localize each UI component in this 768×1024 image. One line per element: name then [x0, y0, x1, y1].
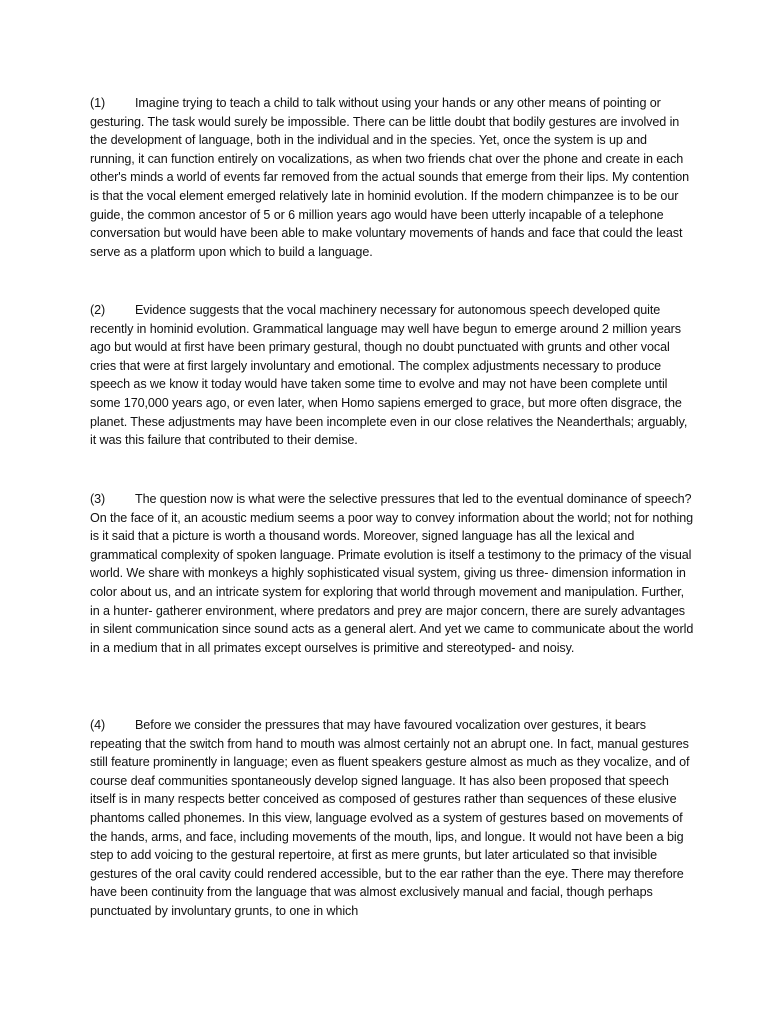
paragraph-text: The question now is what were the selective pressures that led to the eventual dominance of speech? On the face of it, an acoustic medium seems a poor way to convey information about the world; not for nothing is it said that a picture is worth a thousand words. Moreover, signed language has all the lexical and grammatical complexity of spoken language. Primate evolution is itself a testimony to the primacy of the visual world. We share with monkeys a highly sophisticated visual system, giving us three- dimension information in color about us, and an intricate system for exploring that world through movement and manipulation. Further, in a hunter- gatherer environment, where predators and prey are major concern, there are surely advantages in silent communication since sound acts as a general alert. And yet we came to communicate about the world in a medium that in all primates except ourselves is primitive and stereotyped- and noisy.: [90, 492, 694, 655]
paragraph-2: [90, 301, 695, 450]
paragraph-number: (4): [90, 718, 106, 732]
paragraph-number: (2): [90, 303, 106, 317]
paragraph-1: [90, 94, 695, 261]
paragraph-text: Evidence suggests that the vocal machinery necessary for autonomous speech developed quite recently in hominid evolution. Grammatical language may well have begun to emerge around 2 million years ago but would at first have been primary gestural, though no doubt punctuated with grunts and other vocal cries that were at first largely involuntary and emotional. The complex adjustments necessary to produce speech as we know it today would have taken some time to evolve and may not have been complete until some 170,000 years ago, or even later, when Homo sapiens emerged to grace, but more often disgrace, the planet. These adjustments may have been incomplete even in our close relatives the Neanderthals; arguably, it was this failure that contributed to their demise.: [90, 303, 688, 448]
paragraph-number: (3): [90, 492, 106, 506]
paragraph-text: Before we consider the pressures that may have favoured vocalization over gestures, it bears repeating that the switch from hand to mouth was almost certainly not an abrupt one. In fact, manual gestures still feature prominently in language; even as fluent speakers gesture almost as much as they vocalize, and of course deaf communities spontaneously develop signed language. It has also been proposed that speech itself is in many respects better conceived as composed of gestures rather than sequences of these elusive phantoms called phonemes. In this view, language evolved as a system of gestures based on movements of the hands, arms, and face, including movements of the mouth, lips, and longue. It would not have been a big step to add voicing to the gestural repertoire, at first as mere grunts, but later articulated so that invisible gestures of the oral cavity could rendered accessible, but to the ear rather than the eye. There may therefore have been continuity from the language that was almost exclusively manual and facial, though perhaps punctuated by involuntary grunts, to one in which: [90, 718, 690, 918]
paragraph-3: [90, 490, 695, 657]
paragraph-number: (1): [90, 96, 106, 110]
paragraph-text: Imagine trying to teach a child to talk without using your hands or any other means of pointing or gesturing. The task would surely be impossible. There can be little doubt that bodily gestures are involved in the development of language, both in the individual and in the species. Yet, once the system is up and running, it can function entirely on vocalizations, as when two friends chat over the phone and create in each other's minds a world of events far removed from the actual sounds that emerge from their lips. My contention is that the vocal element emerged relatively late in hominid evolution. If the modern chimpanzee is to be our guide, the common ancestor of 5 or 6 million years ago would have been utterly incapable of a telephone conversation but would have been able to make voluntary movements of hands and face that could the least serve as a platform upon which to build a language.: [90, 96, 690, 259]
paragraph-4: [90, 716, 695, 921]
